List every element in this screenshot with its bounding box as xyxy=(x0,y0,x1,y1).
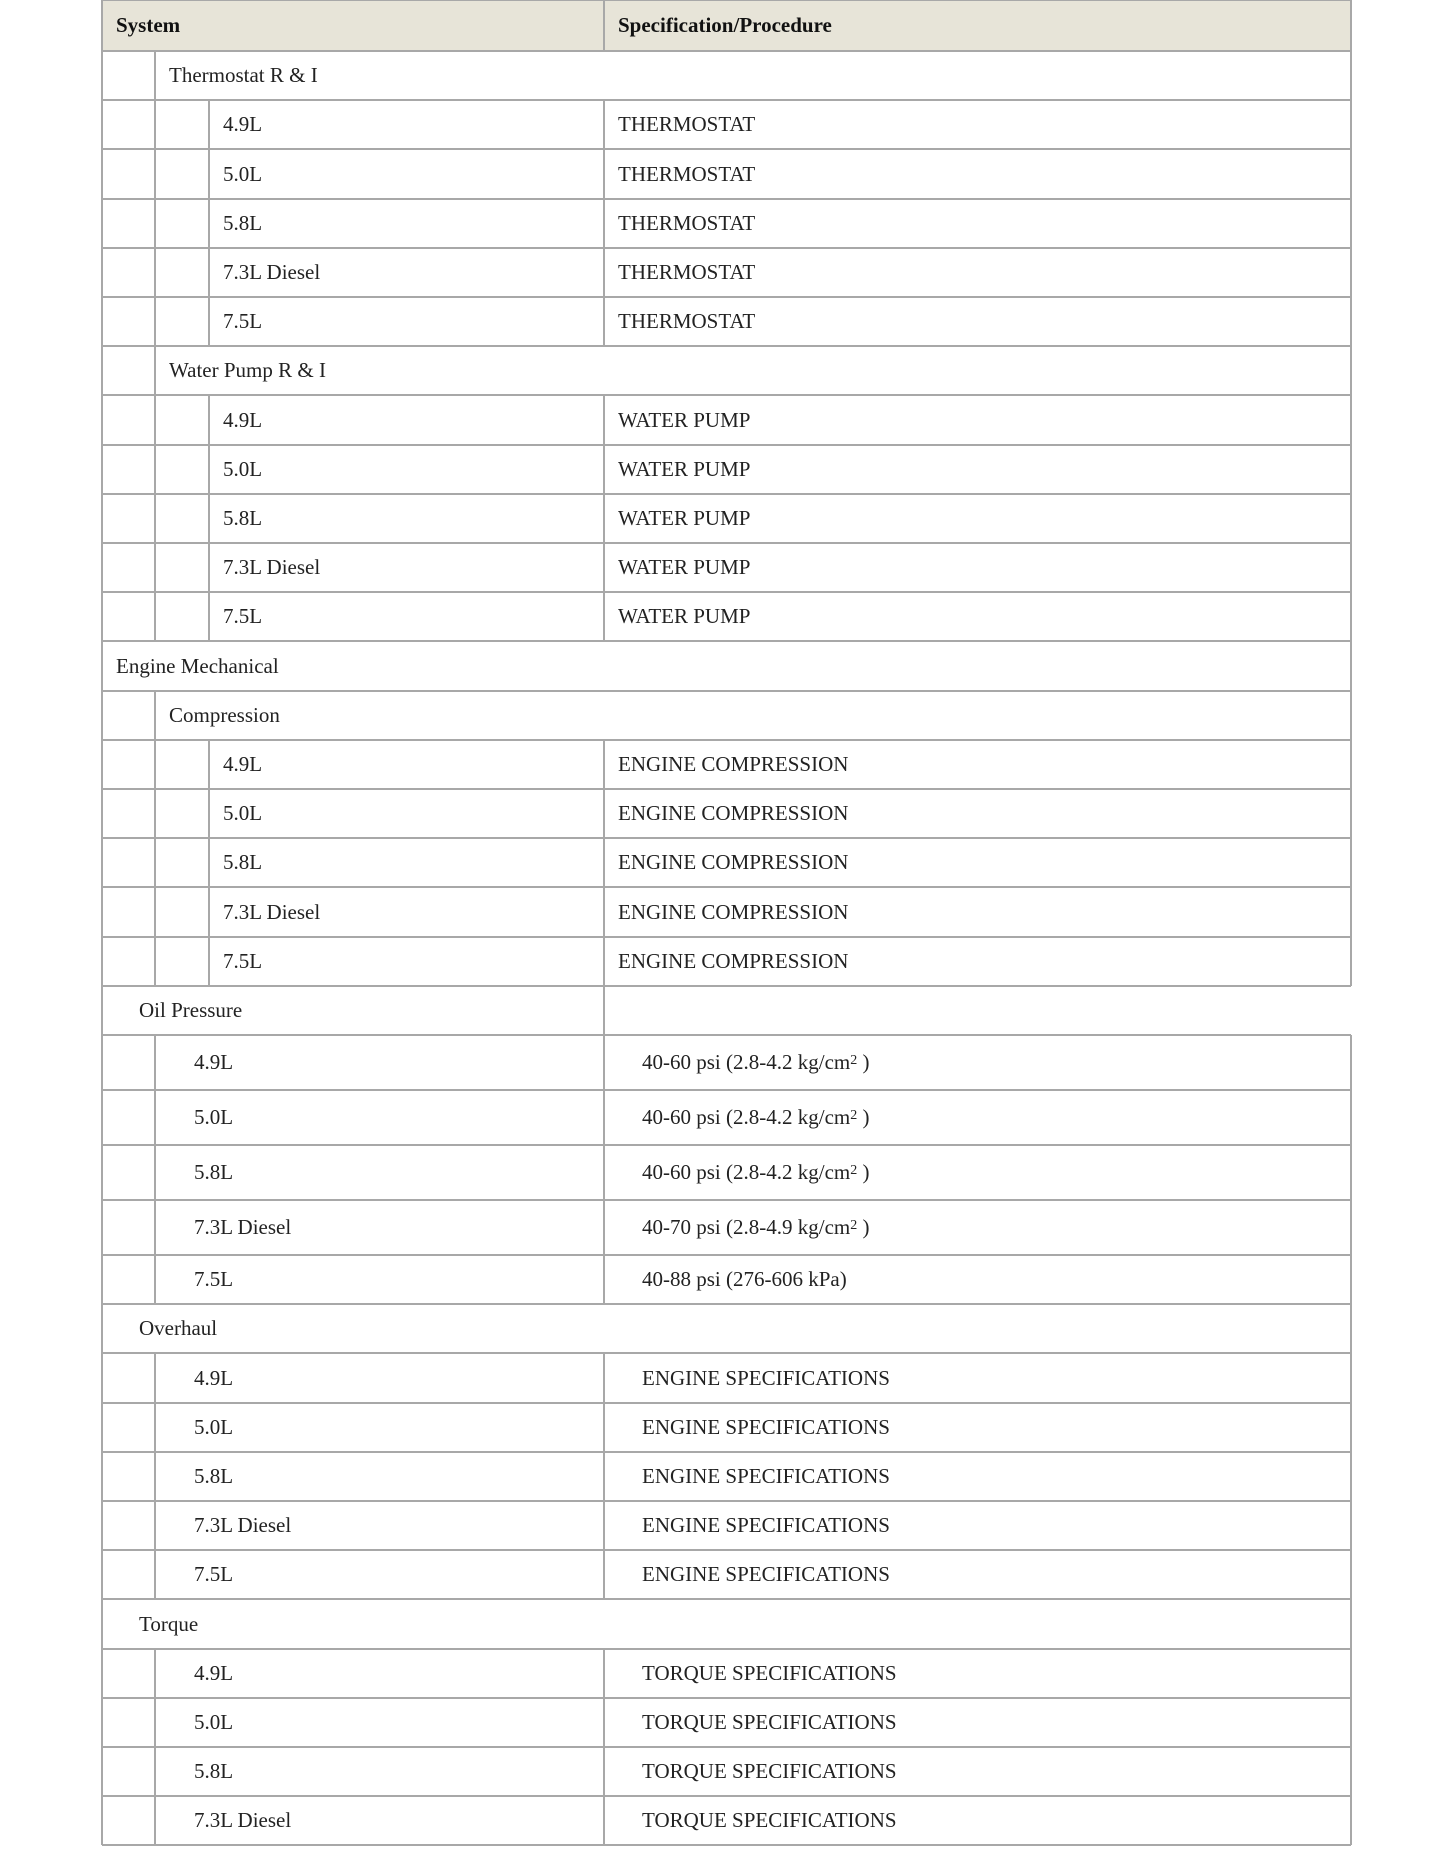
engine-label: 5.8L xyxy=(223,850,263,874)
engine-label: 5.0L xyxy=(194,1710,234,1734)
engine-label: 7.5L xyxy=(223,949,263,973)
column-border xyxy=(154,1698,156,1747)
specification-value xyxy=(642,1747,897,1796)
column-border xyxy=(101,1035,103,1090)
column-border xyxy=(154,1200,156,1255)
engine-label: 4.9L xyxy=(194,1050,234,1074)
column-border xyxy=(101,51,103,100)
column-border xyxy=(154,592,156,641)
section-label: Thermostat R & I xyxy=(169,63,318,87)
column-border xyxy=(154,199,156,248)
engine-label: 4.9L xyxy=(194,1661,234,1685)
column-border xyxy=(208,937,210,986)
column-border xyxy=(101,691,103,740)
specification-value xyxy=(642,1403,890,1452)
column-border xyxy=(154,100,156,149)
column-border xyxy=(154,937,156,986)
column-border xyxy=(1350,641,1352,691)
column-border xyxy=(208,494,210,543)
engine-label: 7.3L Diesel xyxy=(223,555,321,579)
column-border xyxy=(1350,1501,1352,1550)
specification-text: ENGINE COMPRESSION xyxy=(618,850,849,874)
column-border xyxy=(101,1403,103,1452)
column-border xyxy=(603,789,605,838)
column-border xyxy=(101,297,103,346)
column-border xyxy=(101,395,103,445)
column-border xyxy=(154,543,156,592)
row-border xyxy=(102,690,1351,692)
spec-table xyxy=(102,0,1351,1842)
column-border xyxy=(101,248,103,297)
column-border xyxy=(154,1090,156,1145)
specification-text-tail: ) xyxy=(857,1050,870,1074)
specification-text: THERMOSTAT xyxy=(618,112,756,136)
engine-label: 7.5L xyxy=(194,1267,234,1291)
column-border xyxy=(603,592,605,641)
column-border xyxy=(208,297,210,346)
column-border xyxy=(208,887,210,937)
column-border xyxy=(603,100,605,149)
column-border xyxy=(208,789,210,838)
column-border xyxy=(101,1649,103,1698)
column-border xyxy=(1350,346,1352,395)
column-header-specification: Specification/Procedure xyxy=(618,13,832,37)
column-border xyxy=(603,838,605,887)
specification-value xyxy=(618,789,848,838)
row-border xyxy=(102,0,1351,1)
column-border xyxy=(101,445,103,494)
specification-value xyxy=(642,1255,847,1304)
engine-label: 7.3L Diesel xyxy=(194,1215,292,1239)
engine-label: 5.8L xyxy=(223,506,263,530)
column-border xyxy=(208,395,210,445)
column-border xyxy=(154,395,156,445)
specification-text: THERMOSTAT xyxy=(618,260,756,284)
engine-label: 7.3L Diesel xyxy=(194,1808,292,1832)
column-border xyxy=(603,740,605,789)
column-border xyxy=(154,1501,156,1550)
specification-text-tail: ) xyxy=(857,1215,870,1239)
column-border xyxy=(1350,1649,1352,1698)
specification-text: THERMOSTAT xyxy=(618,211,756,235)
column-border xyxy=(154,248,156,297)
specification-value xyxy=(618,887,848,937)
engine-label: 4.9L xyxy=(223,407,263,432)
specification-text: WATER PUMP xyxy=(618,407,751,432)
column-border xyxy=(1350,1698,1352,1747)
engine-label: 7.3L Diesel xyxy=(223,260,321,284)
specification-value: 40-60 psi (2.8-4.2 kg/cm $^2$ ) xyxy=(642,1105,870,1129)
specification-value xyxy=(618,445,750,494)
column-border xyxy=(603,0,605,51)
column-border xyxy=(101,1255,103,1304)
column-border xyxy=(603,1035,605,1090)
specification-value xyxy=(642,1796,897,1845)
column-border xyxy=(603,1353,605,1403)
column-border xyxy=(603,543,605,592)
specification-text: ENGINE COMPRESSION xyxy=(618,949,849,973)
engine-label: 5.8L xyxy=(194,1160,234,1184)
column-border xyxy=(154,1796,156,1845)
specification-text: ENGINE SPECIFICATIONS xyxy=(642,1365,890,1390)
engine-label: 5.8L xyxy=(194,1464,234,1488)
specification-value xyxy=(618,149,755,199)
column-border xyxy=(101,1353,103,1403)
column-border xyxy=(603,1145,605,1200)
specification-text: WATER PUMP xyxy=(618,506,751,530)
column-border xyxy=(101,149,103,199)
specification-value: 40-60 psi (2.8-4.2 kg/cm $^2$ ) xyxy=(642,1160,870,1184)
column-border xyxy=(101,986,103,1035)
row-border xyxy=(102,1844,1351,1846)
specification-text: 40-70 psi (2.8-4.9 kg/cm xyxy=(642,1215,851,1239)
column-border xyxy=(101,1747,103,1796)
section-label: Oil Pressure xyxy=(139,998,243,1022)
specification-text: ENGINE COMPRESSION xyxy=(618,801,849,825)
section-label: Compression xyxy=(169,703,280,727)
specification-value xyxy=(618,543,750,592)
column-border xyxy=(101,1200,103,1255)
specification-text: ENGINE SPECIFICATIONS xyxy=(642,1464,890,1488)
column-border xyxy=(1350,0,1352,51)
column-border xyxy=(101,1090,103,1145)
specification-value xyxy=(642,1649,897,1698)
column-border xyxy=(1350,149,1352,199)
column-border xyxy=(603,887,605,937)
column-border xyxy=(101,494,103,543)
column-border xyxy=(101,543,103,592)
column-border xyxy=(603,1550,605,1599)
column-border xyxy=(101,0,103,51)
column-border xyxy=(154,346,156,395)
specification-value xyxy=(618,937,848,986)
column-border xyxy=(208,740,210,789)
row-border xyxy=(102,640,1351,642)
specification-value xyxy=(618,100,755,149)
column-border xyxy=(101,346,103,395)
column-border xyxy=(1350,297,1352,346)
specification-text: ENGINE SPECIFICATIONS xyxy=(642,1415,890,1439)
column-border xyxy=(208,592,210,641)
engine-label: 4.9L xyxy=(194,1365,234,1390)
row-border xyxy=(102,1598,1351,1600)
specification-text: WATER PUMP xyxy=(618,555,751,579)
engine-label: 7.5L xyxy=(223,309,263,333)
section-label: Overhaul xyxy=(139,1316,218,1340)
specification-text: TORQUE SPECIFICATIONS xyxy=(642,1759,897,1783)
specification-text: ENGINE COMPRESSION xyxy=(618,752,849,776)
column-border xyxy=(101,1796,103,1845)
column-border xyxy=(1350,494,1352,543)
column-border xyxy=(208,248,210,297)
column-border xyxy=(1350,887,1352,937)
column-border xyxy=(154,297,156,346)
column-border xyxy=(603,395,605,445)
column-border xyxy=(1350,51,1352,100)
column-border xyxy=(101,838,103,887)
section-label: Engine Mechanical xyxy=(116,653,279,678)
engine-label: 7.3L Diesel xyxy=(194,1513,292,1537)
column-border xyxy=(154,1649,156,1698)
column-border xyxy=(1350,248,1352,297)
column-border xyxy=(208,838,210,887)
column-border xyxy=(101,641,103,691)
specification-text: TORQUE SPECIFICATIONS xyxy=(642,1808,897,1832)
engine-label: 5.8L xyxy=(194,1759,234,1783)
column-border xyxy=(1350,1747,1352,1796)
column-border xyxy=(603,445,605,494)
column-border xyxy=(603,1649,605,1698)
column-border xyxy=(1350,592,1352,641)
column-border xyxy=(208,199,210,248)
specification-value xyxy=(642,1353,890,1403)
engine-label: 7.3L Diesel xyxy=(223,899,321,924)
column-border xyxy=(603,1255,605,1304)
column-border xyxy=(101,1698,103,1747)
specification-value xyxy=(618,838,848,887)
column-border xyxy=(603,1796,605,1845)
engine-label: 5.8L xyxy=(223,211,263,235)
column-border xyxy=(1350,740,1352,789)
column-border xyxy=(101,937,103,986)
column-border xyxy=(154,1353,156,1403)
column-border xyxy=(154,1035,156,1090)
column-border xyxy=(603,248,605,297)
column-border xyxy=(154,740,156,789)
column-border xyxy=(1350,1550,1352,1599)
column-border xyxy=(154,1403,156,1452)
column-border xyxy=(208,543,210,592)
column-border xyxy=(101,199,103,248)
column-border xyxy=(603,937,605,986)
specification-value: 40-60 psi (2.8-4.2 kg/cm $^2$ ) xyxy=(642,1050,870,1074)
specification-text: WATER PUMP xyxy=(618,604,751,628)
column-border xyxy=(1350,1304,1352,1353)
specification-value xyxy=(642,1452,890,1501)
column-border xyxy=(603,986,605,1035)
column-border xyxy=(1350,1599,1352,1649)
column-border xyxy=(208,445,210,494)
column-border xyxy=(154,691,156,740)
column-border xyxy=(1350,1255,1352,1304)
specification-text: 40-60 psi (2.8-4.2 kg/cm xyxy=(642,1050,851,1074)
column-border xyxy=(154,149,156,199)
specification-value xyxy=(642,1698,897,1747)
column-border xyxy=(603,1090,605,1145)
engine-label: 5.0L xyxy=(223,801,263,825)
column-border xyxy=(1350,100,1352,149)
specification-text: ENGINE SPECIFICATIONS xyxy=(642,1513,890,1537)
column-border xyxy=(154,1145,156,1200)
specification-value xyxy=(618,297,755,346)
column-border xyxy=(603,1501,605,1550)
engine-label: 4.9L xyxy=(223,752,263,776)
section-label: Water Pump R & I xyxy=(169,358,326,382)
specification-text: ENGINE COMPRESSION xyxy=(618,899,849,924)
column-border xyxy=(1350,445,1352,494)
column-border xyxy=(603,149,605,199)
column-border xyxy=(603,494,605,543)
column-border xyxy=(1350,1796,1352,1845)
column-border xyxy=(101,1304,103,1353)
specification-text: 40-60 psi (2.8-4.2 kg/cm xyxy=(642,1105,851,1129)
row-border xyxy=(102,985,1351,987)
engine-label: 5.0L xyxy=(194,1105,234,1129)
column-border xyxy=(154,1747,156,1796)
specification-text-tail: ) xyxy=(857,1160,870,1184)
column-border xyxy=(101,1452,103,1501)
row-border xyxy=(102,1303,1351,1305)
column-border xyxy=(1350,395,1352,445)
column-border xyxy=(603,1452,605,1501)
specification-text: THERMOSTAT xyxy=(618,309,756,333)
specification-text: WATER PUMP xyxy=(618,457,751,481)
specification-value xyxy=(618,199,755,248)
column-border xyxy=(1350,1200,1352,1255)
specification-value xyxy=(618,395,750,445)
engine-label: 4.9L xyxy=(223,112,263,136)
specification-value: 40-70 psi (2.8-4.9 kg/cm $^2$ ) xyxy=(642,1215,870,1239)
column-border xyxy=(1350,838,1352,887)
column-border xyxy=(101,740,103,789)
column-border xyxy=(208,100,210,149)
engine-label: 5.0L xyxy=(194,1415,234,1439)
column-border xyxy=(603,1403,605,1452)
column-border xyxy=(101,100,103,149)
column-border xyxy=(154,1452,156,1501)
column-border xyxy=(603,297,605,346)
column-border xyxy=(603,199,605,248)
column-border xyxy=(208,149,210,199)
specification-text: 40-60 psi (2.8-4.2 kg/cm xyxy=(642,1160,851,1184)
specification-value xyxy=(642,1501,890,1550)
engine-label: 7.5L xyxy=(194,1562,234,1586)
column-border xyxy=(154,838,156,887)
section-label: Torque xyxy=(139,1611,199,1636)
column-border xyxy=(1350,199,1352,248)
column-border xyxy=(1350,543,1352,592)
column-border xyxy=(1350,789,1352,838)
column-header-system: System xyxy=(116,13,181,37)
column-border xyxy=(1350,1403,1352,1452)
column-border xyxy=(101,1550,103,1599)
column-border xyxy=(1350,1035,1352,1090)
column-border xyxy=(1350,1145,1352,1200)
column-border xyxy=(101,789,103,838)
specification-value xyxy=(618,248,755,297)
column-border xyxy=(101,1599,103,1649)
column-border xyxy=(101,1145,103,1200)
column-border xyxy=(154,1255,156,1304)
column-border xyxy=(1350,1353,1352,1403)
specification-value xyxy=(618,592,750,641)
specification-text: ENGINE SPECIFICATIONS xyxy=(642,1562,890,1586)
specification-text: THERMOSTAT xyxy=(618,161,756,186)
column-border xyxy=(1350,1452,1352,1501)
column-border xyxy=(101,887,103,937)
column-border xyxy=(603,1200,605,1255)
specification-text: TORQUE SPECIFICATIONS xyxy=(642,1710,897,1734)
specification-value xyxy=(618,740,848,789)
column-border xyxy=(603,1698,605,1747)
column-border xyxy=(1350,1090,1352,1145)
column-border xyxy=(154,789,156,838)
column-border xyxy=(101,1501,103,1550)
column-border xyxy=(1350,691,1352,740)
specification-value xyxy=(642,1550,890,1599)
column-border xyxy=(154,887,156,937)
column-border xyxy=(154,1550,156,1599)
row-border xyxy=(102,1034,604,1036)
column-border xyxy=(154,494,156,543)
specification-value xyxy=(618,494,750,543)
engine-label: 7.5L xyxy=(223,604,263,628)
column-border xyxy=(1350,937,1352,986)
column-border xyxy=(101,592,103,641)
engine-label: 5.0L xyxy=(223,457,263,481)
column-border xyxy=(603,1747,605,1796)
specification-text: 40-88 psi (276-606 kPa) xyxy=(642,1267,847,1291)
column-border xyxy=(154,51,156,100)
specification-text: TORQUE SPECIFICATIONS xyxy=(642,1661,897,1685)
column-border xyxy=(154,445,156,494)
specification-text-tail: ) xyxy=(857,1105,870,1129)
engine-label: 5.0L xyxy=(223,161,263,186)
